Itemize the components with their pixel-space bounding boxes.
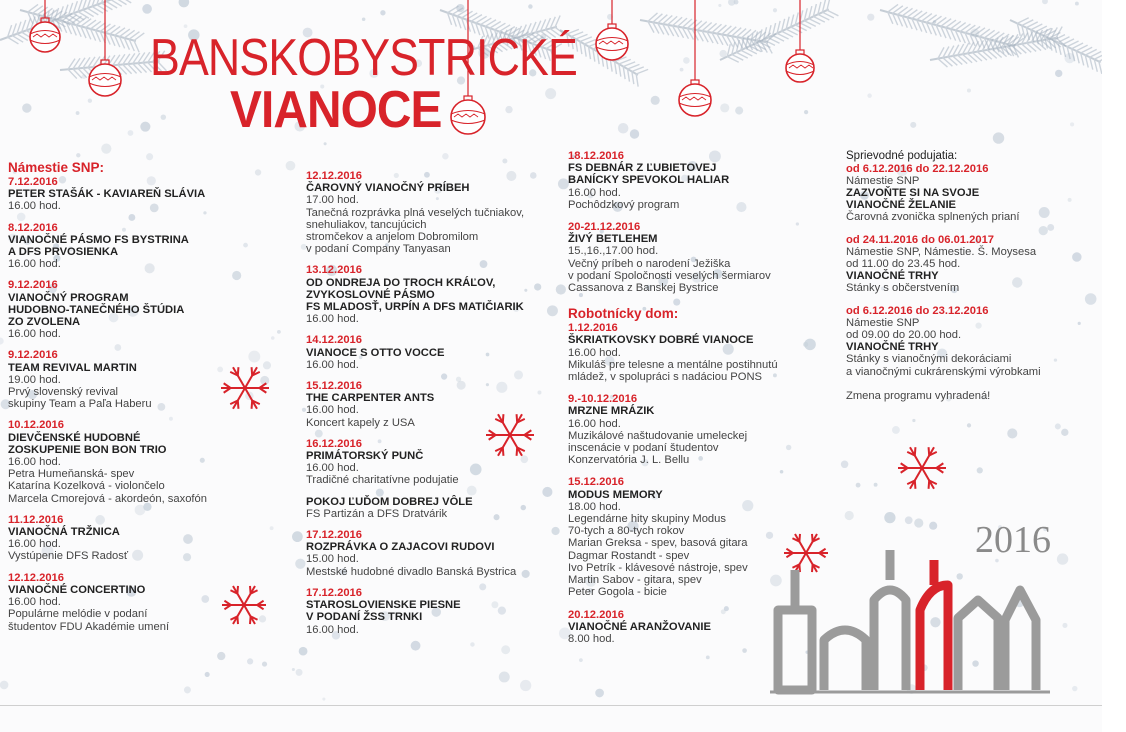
event-detail: 18.00 hod.: [568, 500, 621, 513]
column-sprievodne-podujatia: [846, 150, 1096, 402]
event-detail: 8.00 hod.: [568, 632, 615, 645]
event-date: 17.12.2016: [306, 586, 362, 599]
event-item: [306, 496, 571, 520]
ornament-ball-icon: [89, 0, 121, 96]
title-line-2: VIANOCE: [230, 81, 442, 139]
event-date: 12.12.2016: [306, 170, 362, 182]
event-detail: 15.,16.,17.00 hod.: [568, 245, 659, 258]
event-detail: 16.00 hod.: [8, 456, 61, 469]
event-date: 18.12.2016: [568, 150, 624, 162]
event-title: ŽIVÝ BETLEHEM: [568, 233, 658, 246]
event-title: ZVYKOSLOVNÉ PÁSMO: [306, 288, 435, 301]
section-heading: Námestie SNP:: [8, 160, 105, 175]
event-detail: mládež, v spolupráci s nadáciou PONS: [568, 371, 763, 384]
event-detail: 16.00 hod.: [8, 328, 61, 341]
event-item: [8, 222, 258, 271]
event-item: [568, 322, 818, 383]
event-item: [8, 176, 258, 213]
event-date: 9.12.2016: [8, 349, 58, 362]
event-detail: stromčekov a anjelom Dobromilom: [306, 231, 479, 244]
event-title: ZAZVOŇTE SI NA SVOJE: [846, 186, 980, 199]
event-place: od 11.00 do 23.45 hod.: [846, 257, 961, 270]
snowflake-icon: [898, 447, 946, 489]
event-date: 9.-10.12.2016: [568, 393, 638, 406]
event-detail: 70-tych a 80-tych rokov: [568, 525, 685, 538]
event-title: VIANOČNÉ ARANŽOVANIE: [568, 620, 711, 633]
event-detail: Koncert kapely z USA: [306, 416, 415, 429]
event-detail: Vystúpenie DFS Radosť: [8, 550, 129, 563]
section-heading: Robotnícky dom:: [568, 306, 679, 322]
event-title: OD ONDREJA DO TROCH KRÁĽOV,: [306, 276, 496, 289]
event-item: [8, 419, 258, 504]
event-title: TEAM REVIVAL MARTIN: [8, 361, 137, 374]
event-place: Námestie SNP: [846, 174, 920, 187]
event-title: DIEVČENSKÉ HUDOBNÉ: [8, 431, 141, 444]
ornament-ball-icon: [596, 0, 628, 60]
column-december-program: [306, 170, 571, 645]
event-title: VIANOČNÁ TRŽNICA: [8, 526, 120, 539]
event-title: ŠKRIATKOVSKY DOBRÉ VIANOCE: [568, 334, 754, 347]
year-label: 2016: [975, 519, 1051, 561]
event-detail: Mikuláš pre telesne a mentálne postihnutú: [568, 358, 778, 371]
event-detail: 16.00 hod.: [306, 358, 359, 371]
event-detail: Mestské hudobné divadlo Banská Bystrica: [306, 565, 517, 578]
event-date: od 6.12.2016 do 23.12.2016: [846, 304, 989, 317]
event-title: STAROSLOVIENSKE PIESNE: [306, 599, 461, 612]
event-detail: Marian Greksa - spev, basová gitara: [568, 537, 748, 550]
event-detail: Stánky s občerstvením: [846, 282, 960, 295]
event-detail: študentov FDU Akadémie umení: [8, 620, 170, 633]
event-detail: 16.00 hod.: [8, 596, 61, 609]
event-item: [306, 170, 571, 255]
event-detail: 16.00 hod.: [306, 462, 359, 475]
event-title: VIANOČNÉ TRHY: [846, 270, 939, 283]
ornament-ball-icon: [679, 0, 711, 116]
event-item: [568, 609, 818, 646]
event-date: 12.12.2016: [8, 571, 64, 584]
event-item: [568, 150, 818, 211]
event-detail: FS Partizán a DFS Dratvárik: [306, 507, 448, 520]
event-detail: a vianočnými cukrárenskými výrobkami: [846, 365, 1041, 378]
title-line-1: BANSKOBYSTRICKÉ: [150, 29, 577, 87]
event-item: [568, 393, 818, 466]
event-detail: Stánky s vianočnými dekoráciami: [846, 353, 1012, 366]
event-detail: 16.00 hod.: [568, 186, 621, 199]
event-title: A DFS PRVOSIENKA: [8, 246, 119, 259]
event-detail: 16.00 hod.: [568, 346, 621, 359]
event-detail: 16.00 hod.: [8, 200, 61, 213]
event-place: Námestie SNP: [846, 316, 920, 329]
event-title: HUDOBNO-TANEČNÉHO ŠTÚDIA: [8, 303, 185, 316]
event-date: 20-21.12.2016: [568, 221, 641, 234]
event-date: 11.12.2016: [8, 513, 64, 526]
event-place: od 09.00 do 20.00 hod.: [846, 328, 962, 341]
event-item: [306, 264, 571, 325]
event-item: [306, 529, 571, 578]
event-detail: Cassanova z Banskej Bystrice: [568, 282, 719, 295]
event-detail: Marcela Cmorejová - akordeón, saxofón: [8, 492, 207, 505]
event-detail: Tradičné charitatívne podujatie: [306, 474, 459, 487]
event-item: [306, 334, 571, 371]
section-heading: Sprievodné podujatia:: [846, 150, 958, 162]
pine-branch-icon: [1006, 11, 1111, 74]
event-item: [8, 349, 258, 410]
event-item: [8, 572, 258, 633]
event-detail: 16.00 hod.: [306, 313, 359, 326]
event-place: Námestie SNP, Námestie. Š. Moysesa: [846, 245, 1037, 258]
event-detail: v podaní Company Tanyasan: [306, 243, 451, 256]
event-detail: Tanečná rozprávka plná veselých tučniakov,: [306, 206, 525, 219]
event-date: 10.12.2016: [8, 419, 64, 432]
event-title: V PODANÍ ŽSS TRNKI: [306, 611, 423, 624]
event-title: ZO ZVOLENA: [8, 316, 81, 329]
event-detail: Legendárne hity skupiny Modus: [568, 513, 726, 526]
event-date: 14.12.2016: [306, 334, 362, 347]
event-date: od 24.11.2016 do 06.01.2017: [846, 233, 995, 246]
event-title: VIANOČNÉ CONCERTINO: [8, 583, 146, 596]
event-detail: Ivo Petrík - klávesové nástroje, spev: [568, 561, 748, 574]
event-item: [8, 279, 258, 340]
event-date: 13.12.2016: [306, 264, 362, 277]
event-title: PETER STAŠÁK - KAVIAREŇ SLÁVIA: [8, 188, 206, 201]
event-title: BANÍCKY SPEVOKOL HALIAR: [568, 174, 730, 187]
event-title: VIANOČNÉ TRHY: [846, 341, 939, 354]
event-title: ČAROVNÝ VIANOČNÝ PRÍBEH: [306, 182, 470, 195]
event-detail: Dagmar Rostandt - spev: [568, 549, 690, 562]
right-margin: [1102, 0, 1126, 732]
event-title: FS MLADOSŤ, URPÍN A DFS MATIČIARIK: [306, 301, 524, 314]
program-note: Zmena programu vyhradená!: [846, 389, 991, 402]
event-detail: 16.00 hod.: [8, 258, 61, 271]
event-detail: Prvý slovenský revival: [8, 386, 119, 399]
event-date: 7.12.2016: [8, 176, 58, 188]
event-title: ROZPRÁVKA O ZAJACOVI RUDOVI: [306, 541, 495, 554]
event-date: 15.12.2016: [568, 476, 624, 489]
event-item: [846, 234, 1096, 295]
pine-branch-icon: [877, 0, 1023, 57]
pine-branch-icon: [0, 0, 131, 49]
event-detail: 16.00 hod.: [306, 404, 359, 417]
event-date: 9.12.2016: [8, 279, 58, 292]
event-title: PRIMÁTORSKÝ PUNČ: [306, 450, 424, 463]
event-detail: 17.00 hod.: [306, 194, 359, 207]
event-detail: Populárne melódie v podaní: [8, 608, 148, 621]
event-detail: 16.00 hod.: [568, 417, 621, 430]
bottom-divider: [0, 705, 1126, 706]
event-detail: Konzervatória J. L. Bellu: [568, 454, 690, 467]
event-item: [568, 221, 818, 294]
event-date: 15.12.2016: [306, 380, 362, 393]
event-detail: Čarovná zvonička splnených prianí: [846, 211, 1020, 224]
pine-branch-icon: [638, 10, 775, 53]
event-detail: Pochôdzkový program: [568, 198, 680, 211]
event-detail: v podaní Spoločnosti veselých šermiarov: [568, 269, 771, 282]
event-detail: Katarína Kozelková - violončelo: [8, 480, 165, 493]
event-date: 17.12.2016: [306, 529, 362, 542]
event-item: [846, 305, 1096, 378]
event-detail: 16.00 hod.: [306, 623, 359, 636]
event-detail: inscenácie v podaní študentov: [568, 442, 719, 455]
event-title: VIANOČNÉ PÁSMO FS BYSTRINA: [8, 233, 189, 246]
event-date: 20.12.2016: [568, 608, 624, 621]
event-date: od 6.12.2016 do 22.12.2016: [846, 162, 989, 175]
event-detail: Martin Sabov - gitara, spev: [568, 574, 702, 587]
event-date: 1.12.2016: [568, 322, 618, 335]
column-namestie-snp: [8, 160, 258, 642]
column-robotnicky-dom: [568, 150, 818, 655]
event-title: ZOSKUPENIE BON BON TRIO: [8, 443, 167, 456]
event-detail: Muzikálové naštudovanie umeleckej: [568, 429, 748, 442]
event-detail: 15.00 hod.: [306, 553, 359, 566]
event-date: 8.12.2016: [8, 221, 58, 234]
event-detail: Petra Humeňanská- spev: [8, 468, 135, 481]
event-title: MODUS MEMORY: [568, 488, 663, 501]
event-title: VIANOČNÝ PROGRAM: [8, 291, 129, 304]
event-item: [846, 163, 1096, 224]
event-item: [568, 476, 818, 598]
event-item: [306, 438, 571, 487]
event-item: [306, 380, 571, 429]
event-detail: skupiny Team a Paľa Haberu: [8, 398, 152, 411]
event-date: 16.12.2016: [306, 437, 362, 450]
event-detail: 19.00 hod.: [8, 373, 61, 386]
event-detail: 16.00 hod.: [8, 538, 61, 551]
event-detail: snehuliakov, tancujúcich: [306, 218, 427, 231]
event-title: VIANOČNÉ ŽELANIE: [846, 199, 957, 212]
event-detail: Večný príbeh o narodení Ježiška: [568, 257, 731, 270]
event-title: THE CARPENTER ANTS: [306, 392, 435, 405]
event-detail: Peter Gogola - bicie: [568, 586, 667, 599]
event-item: [8, 514, 258, 563]
event-item: [306, 587, 571, 636]
event-title: FS DEBNÁR Z ĽUBIETOVEJ: [568, 162, 717, 175]
event-title: MRZNE MRÁZIK: [568, 405, 655, 418]
event-title: POKOJ ĽUĎOM DOBREJ VÔLE: [306, 495, 473, 508]
event-title: VIANOCE S OTTO VOCCE: [306, 346, 445, 359]
